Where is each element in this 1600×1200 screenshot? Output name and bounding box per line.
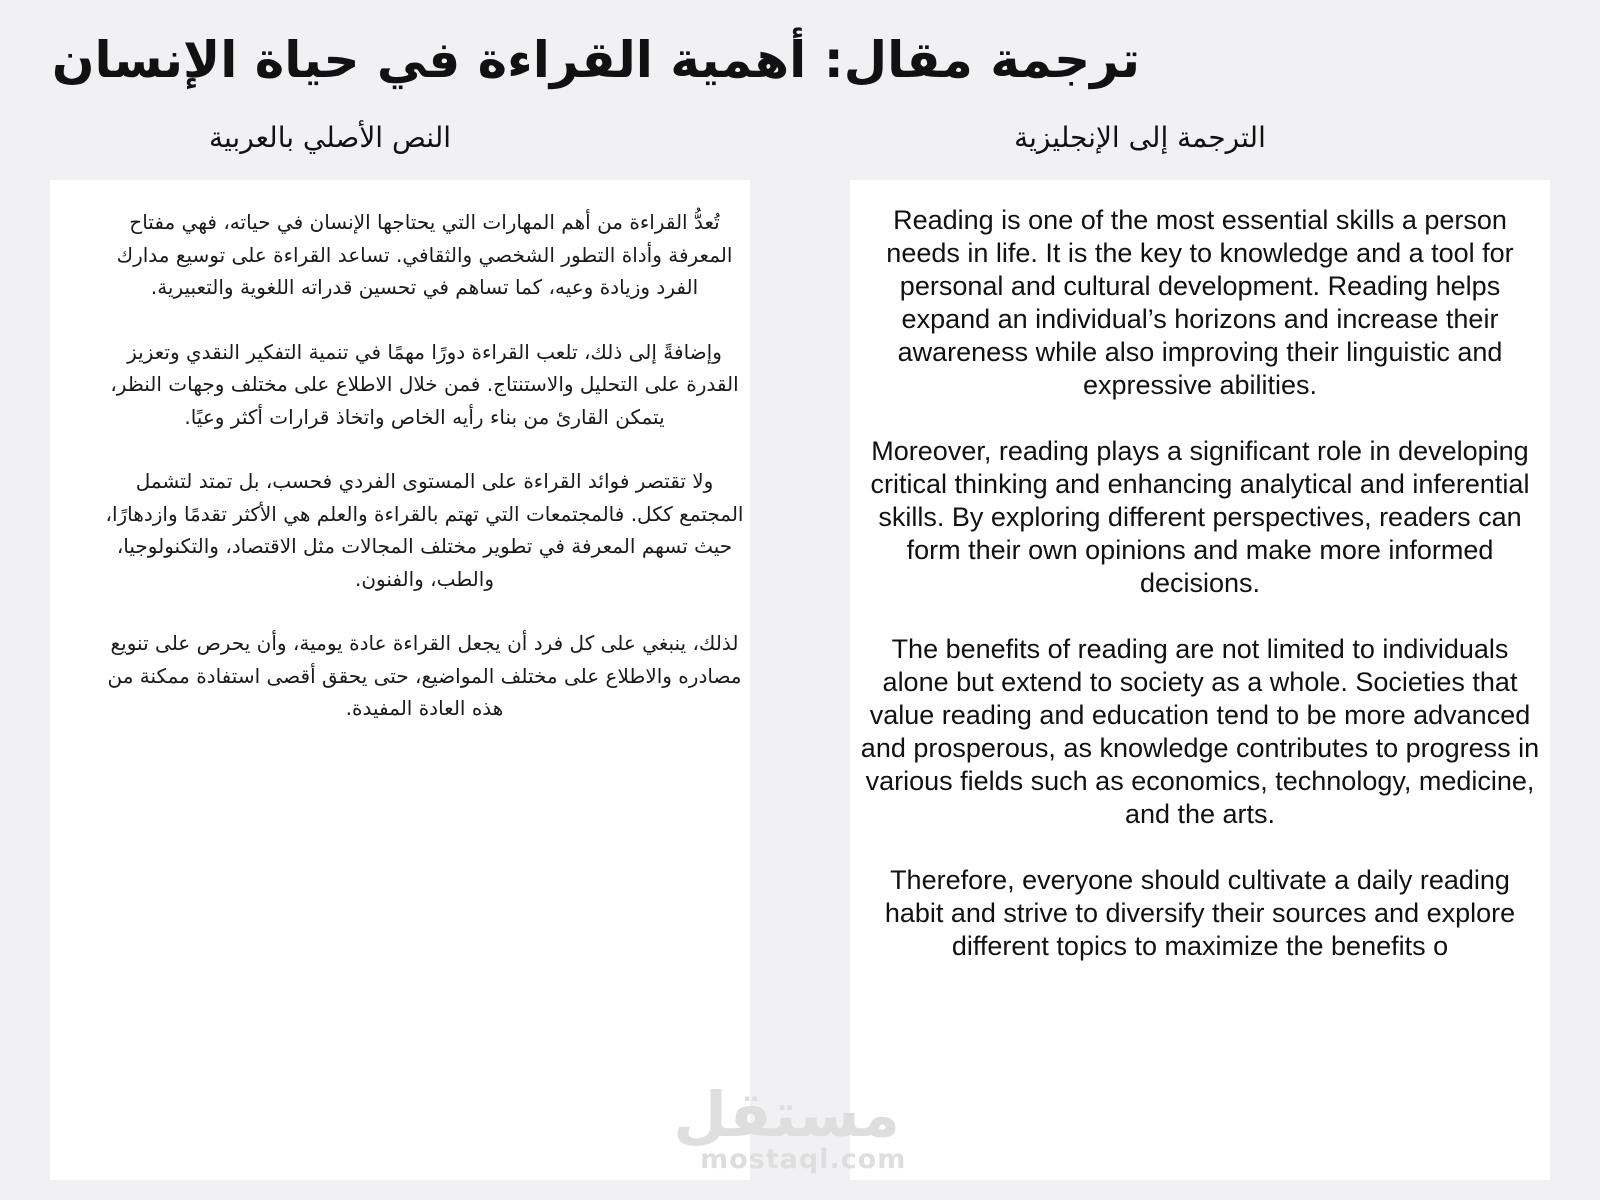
arabic-text-panel [50, 180, 750, 1180]
arabic-paragraph: وإضافةً إلى ذلك، تلعب القراءة دورًا مهمًا في تنمية التفكير النقدي وتعزيز القدرة على التحليل والاستنتاج. فمن خلال الاطلاع على مختلف وجهات النظر، يتمكن القارئ من بناء رأيه الخاص واتخاذ قرارات أكثر وعيًا. [110, 339, 739, 429]
english-paragraph: Therefore, everyone should cultivate a daily reading habit and strive to diversify their sources and explore different topics to maximize the benefits o [884, 865, 1516, 961]
arabic-paragraph: تُعدُّ القراءة من أهم المهارات التي يحتاجها الإنسان في حياته، فهي مفتاح المعرفة وأداة التطور الشخصي والثقافي. تساعد القراءة على توسيع مدارك الفرد وزيادة وعيه، كما تساهم في تحسين قدراته اللغوية والتعبيرية. [116, 210, 733, 299]
page-title: ترجمة مقال: أهمية القراءة في حياة الإنسان [51, 31, 1140, 89]
arabic-paragraph: لذلك، ينبغي على كل فرد أن يجعل القراءة عادة يومية، وأن يحرص على تنويع مصادره والاطلاع على مختلف المواضيع، حتى يحقق أقصى استفادة ممكنة من هذه العادة المفيدة. [107, 631, 742, 720]
arabic-column-heading: النص الأصلي بالعربية [208, 121, 452, 154]
watermark-url: mostaql.com [700, 1144, 907, 1175]
arabic-text-body [102, 206, 747, 757]
english-paragraph: Moreover, reading plays a significant role in developing critical thinking and enhancing analytical and inferential skills. By exploring different perspectives, readers can form their own opinions and make more informed decisions. [870, 436, 1530, 598]
english-text-panel [850, 180, 1550, 1180]
english-column-heading: الترجمة إلى الإنجليزية [1014, 121, 1266, 154]
english-text-body [860, 204, 1540, 996]
arabic-paragraph: ولا تقتصر فوائد القراءة على المستوى الفردي فحسب، بل تمتد لتشمل المجتمع ككل. فالمجتمعات التي تهتم بالقراءة والعلم هي الأكثر تقدمًا وازدهارًا، حيث تسهم المعرفة في تطوير مختلف المجالات مثل الاقتصاد، والتكنولوجيا، والطب، والفنون. [105, 469, 744, 591]
english-paragraph: The benefits of reading are not limited to individuals alone but extend to society as a whole. Societies that value reading and education tend to be more advanced and prosperous, as knowledge contributes to progress in various fields such as economics, technology, medicine, and the arts. [860, 634, 1540, 829]
watermark-logo: مستقل [673, 1078, 900, 1151]
english-paragraph: Reading is one of the most essential skills a person needs in life. It is the key to knowledge and a tool for personal and cultural development. Reading helps expand an individual’s horizons and increase their awareness while also improving their linguistic and expressive abilities. [886, 205, 1514, 400]
